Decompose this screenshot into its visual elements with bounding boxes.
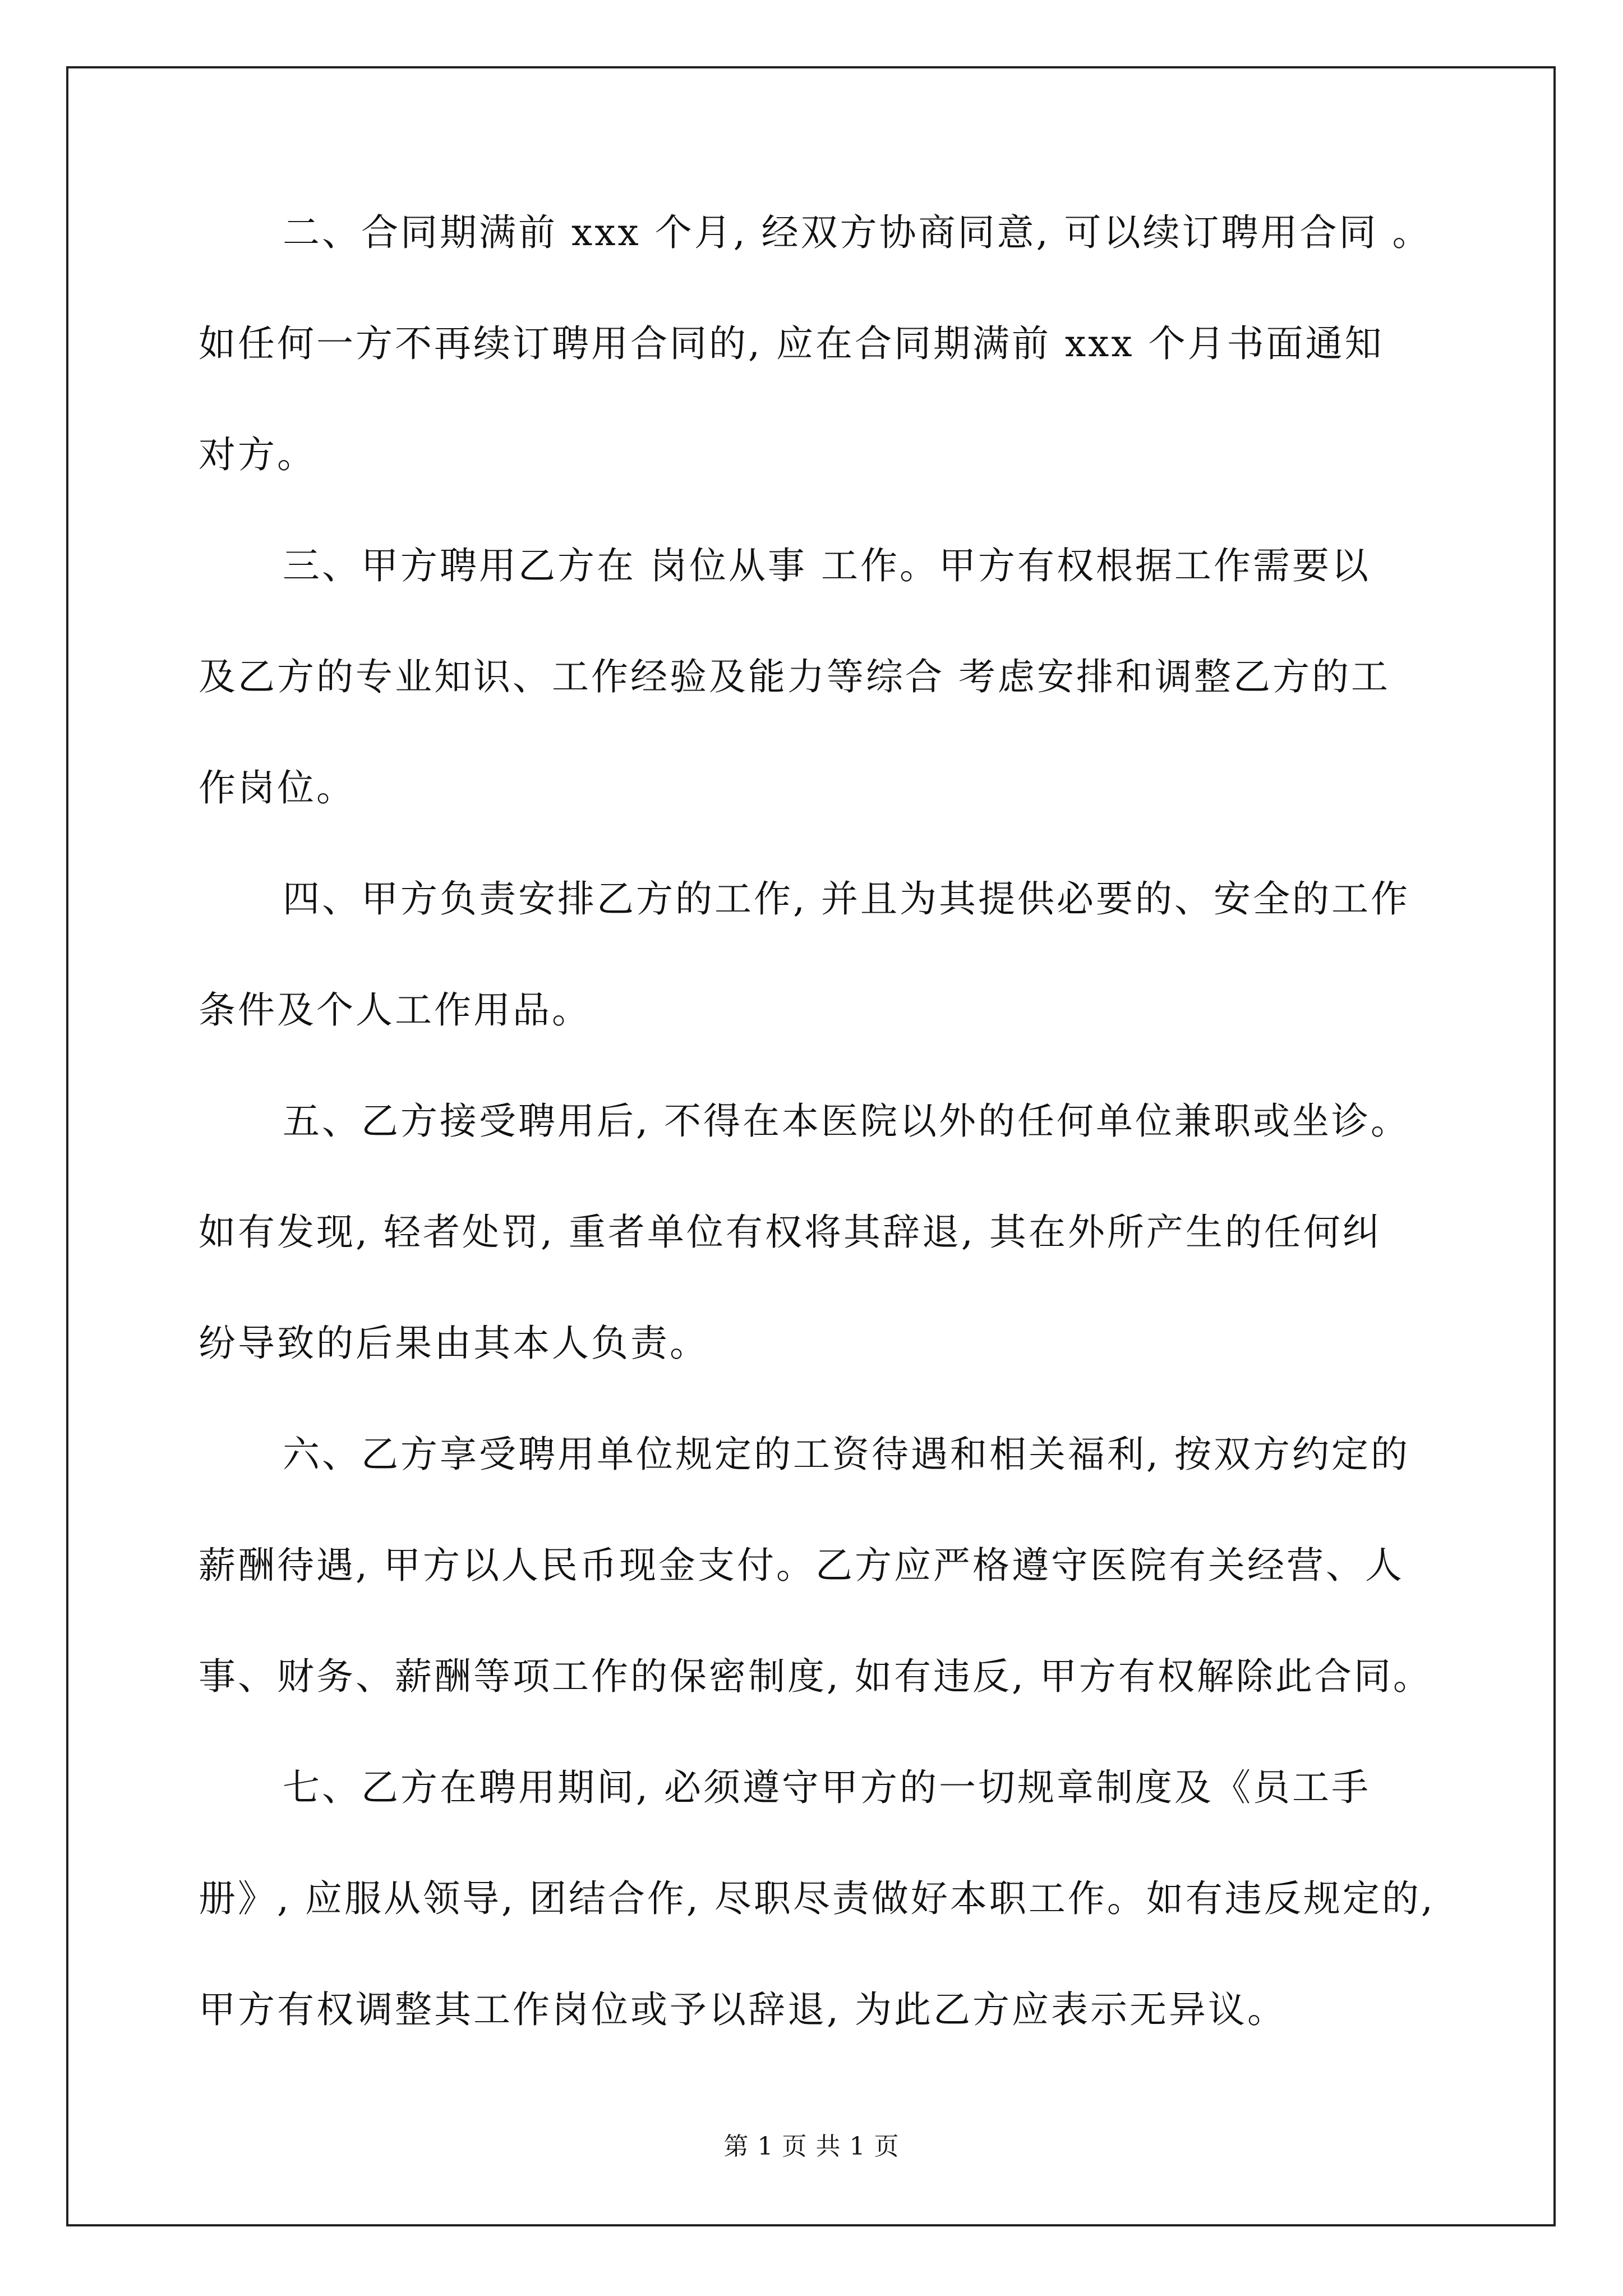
page-number-footer: 第 1 页 共 1 页 [723, 2132, 900, 2161]
paragraph-3-line-1: 三、甲方聘用乙方在 岗位从事 工作。甲方有权根据工作需要以 [283, 544, 1371, 587]
paragraph-2-line-2: 如任何一方不再续订聘用合同的, 应在合同期满前 xxx 个月书面通知 [199, 322, 1384, 365]
paragraph-6-line-1: 六、乙方享受聘用单位规定的工资待遇和相关福利, 按双方约定的 [283, 1433, 1410, 1476]
paragraph-4-line-2: 条件及个人工作用品。 [199, 988, 591, 1032]
paragraph-2-line-3: 对方。 [199, 433, 316, 476]
paragraph-7-line-3: 甲方有权调整其工作岗位或予以辞退, 为此乙方应表示无异议。 [199, 1988, 1287, 2031]
paragraph-4-line-1: 四、甲方负责安排乙方的工作, 并且为其提供必要的、安全的工作 [283, 877, 1410, 921]
paragraph-5-line-2: 如有发现, 轻者处罚, 重者单位有权将其辞退, 其在外所产生的任何纠 [199, 1211, 1382, 1254]
paragraph-5-line-1: 五、乙方接受聘用后, 不得在本医院以外的任何单位兼职或坐诊。 [283, 1099, 1410, 1143]
paragraph-2-line-1: 二、合同期满前 xxx 个月, 经双方协商同意, 可以续订聘用合同 。 [283, 211, 1432, 254]
paragraph-3-line-2: 及乙方的专业知识、工作经验及能力等综合 考虑安排和调整乙方的工 [199, 655, 1390, 698]
paragraph-7-line-1: 七、乙方在聘用期间, 必须遵守甲方的一切规章制度及《员工手 [283, 1766, 1371, 1809]
paragraph-5-line-3: 纷导致的后果由其本人负责。 [199, 1322, 709, 1365]
paragraph-6-line-3: 事、财务、薪酬等项工作的保密制度, 如有违反, 甲方有权解除此合同。 [199, 1655, 1432, 1698]
paragraph-3-line-3: 作岗位。 [199, 766, 356, 809]
paragraph-7-line-2: 册》, 应服从领导, 团结合作, 尽职尽责做好本职工作。如有违反规定的, [199, 1877, 1435, 1920]
paragraph-6-line-2: 薪酬待遇, 甲方以人民币现金支付。乙方应严格遵守医院有关经营、人 [199, 1544, 1404, 1587]
